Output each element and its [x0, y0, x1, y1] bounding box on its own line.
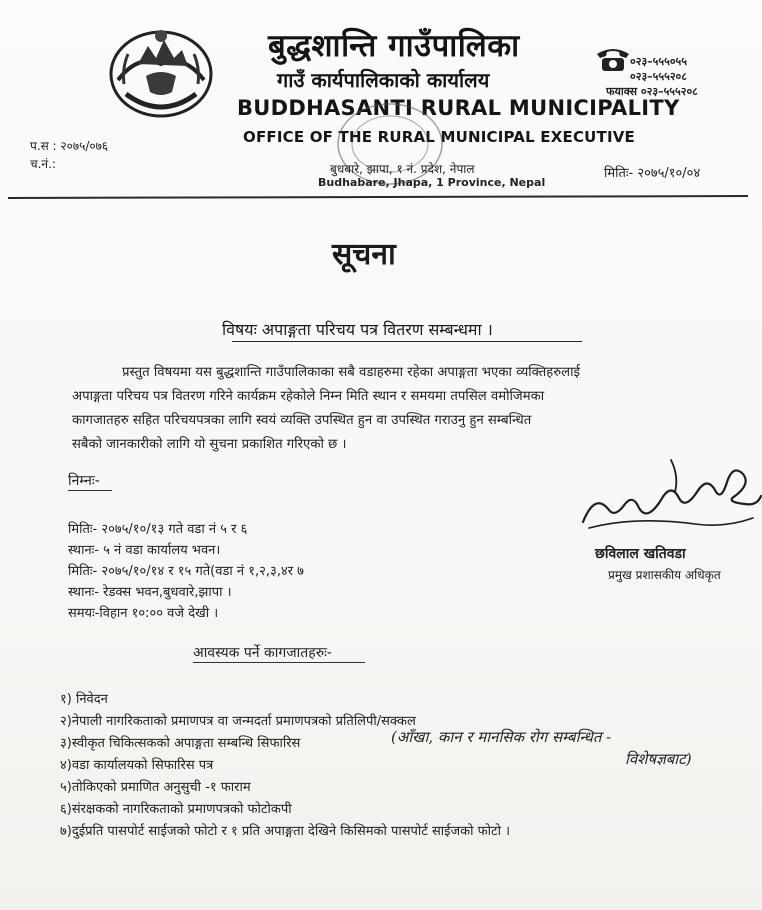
documents-heading: आवस्यक पर्ने कागजातहरुः- — [193, 645, 332, 661]
office-name-ne: गाउँ कार्यपालिकाको कार्यालय — [277, 68, 490, 92]
documents-heading-underline — [193, 662, 365, 663]
body-line-3: कागजातहरु सहित परिचयपत्रका लागि स्वयं व्यक्ति उपस्थित हुन वा उपस्थित गराउनु हुन सम्बन्धित — [72, 413, 532, 428]
schedule-label: निम्नः- — [68, 473, 100, 489]
schedule-line-5: समयः-विहान १०:०० वजे देखी । — [68, 606, 219, 621]
document-item-7: ७)दुईप्रति पासपोर्ट साईजको फोटो र १ प्रति अपाङ्गता देखिने किसिमको पासपोर्ट साईजको फोटो । — [60, 824, 511, 839]
document-item-1: १) निवेदन — [60, 692, 108, 707]
notice-subject: विषयः अपाङ्गता परिचय पत्र वितरण सम्बन्धमा । — [222, 320, 493, 339]
schedule-line-4: स्थानः- रेडक्स भवन,बुधवारे,झापा । — [68, 585, 232, 600]
municipality-name-en: BUDDHASANTI RURAL MUNICIPALITY — [237, 96, 680, 120]
schedule-line-2: स्थानः- ५ नं वडा कार्यालय भवन। — [68, 543, 221, 558]
telephone-icon — [593, 44, 633, 74]
schedule-line-3: मितिः- २०७५/१०/१४ र १५ गते(वडा नं १,२,३,४र ७ — [68, 564, 304, 579]
address-en: Budhabare, Jhapa, 1 Province, Nepal — [318, 176, 546, 189]
phone-number-2: ०२३–५५५२०८ — [630, 70, 687, 83]
municipality-name-ne: बुद्धशान्ति गाउँपालिका — [268, 28, 520, 64]
phone-number-1: ०२३–५५५०५५ — [630, 55, 687, 68]
handwritten-note-line-2: विशेषज्ञबाट) — [625, 750, 692, 768]
reference-number: प.स : २०७५/०७६ — [30, 139, 109, 153]
letterhead-divider — [8, 195, 748, 199]
document-item-4: ४)वडा कार्यालयको सिफारिस पत्र — [60, 758, 214, 773]
document-item-3: ३)स्वीकृत चिकित्सकको अपाङ्गता सम्बन्धि सिफारिस — [60, 736, 301, 751]
notice-heading: सूचना — [332, 237, 396, 272]
nepal-government-emblem-icon — [108, 24, 214, 120]
body-line-1: प्रस्तुत विषयमा यस बुद्धशान्ति गाउँपालिकाका सबै वडाहरुमा रहेका अपाङ्गता भएका व्यक्तिहरुलाई — [122, 365, 580, 380]
schedule-label-underline — [68, 490, 112, 491]
body-line-2: अपाङ्गता परिचय पत्र वितरण गरिने कार्यक्रम रहेकोले निम्न मिति स्थान र समयमा तपसिल वमोजिमका — [72, 389, 545, 404]
address-ne: बुधबारे, झापा, १ नं. प्रदेश, नेपाल — [330, 162, 475, 176]
document-item-6: ६)संरक्षकको नागरिकताको प्रमाणपत्रको फोटोकपी — [60, 802, 292, 817]
document-item-5: ५)तोकिएको प्रमाणित अनुसुची -१ फाराम — [60, 780, 251, 795]
subject-underline — [232, 341, 582, 342]
signatory-title: प्रमुख प्रशासकीय अधिकृत — [608, 568, 721, 582]
handwritten-note-line-1: (आँखा, कान र मानसिक रोग सम्बन्धित - — [391, 728, 612, 746]
signatory-name: छविलाल खतिवडा — [595, 546, 686, 562]
dispatch-number: च.नं.: — [30, 157, 56, 171]
office-name-en: OFFICE OF THE RURAL MUNICIPAL EXECUTIVE — [243, 128, 635, 146]
schedule-line-1: मितिः- २०७५/१०/१३ गते वडा नं ५ र ६ — [68, 522, 248, 537]
fax-number: फयाक्स ०२३–५५५२०८ — [606, 85, 698, 98]
document-item-2: २)नेपाली नागरिकताको प्रमाणपत्र वा जन्मदर्ता प्रमाणपत्रको प्रतिलिपी/सक्कल — [60, 714, 416, 729]
handwritten-signature — [575, 452, 762, 542]
body-line-4: सबैको जानकारीको लागि यो सुचना प्रकाशित गरिएको छ । — [72, 437, 347, 452]
letter-date: मितिः- २०७५/१०/०४ — [604, 166, 701, 181]
